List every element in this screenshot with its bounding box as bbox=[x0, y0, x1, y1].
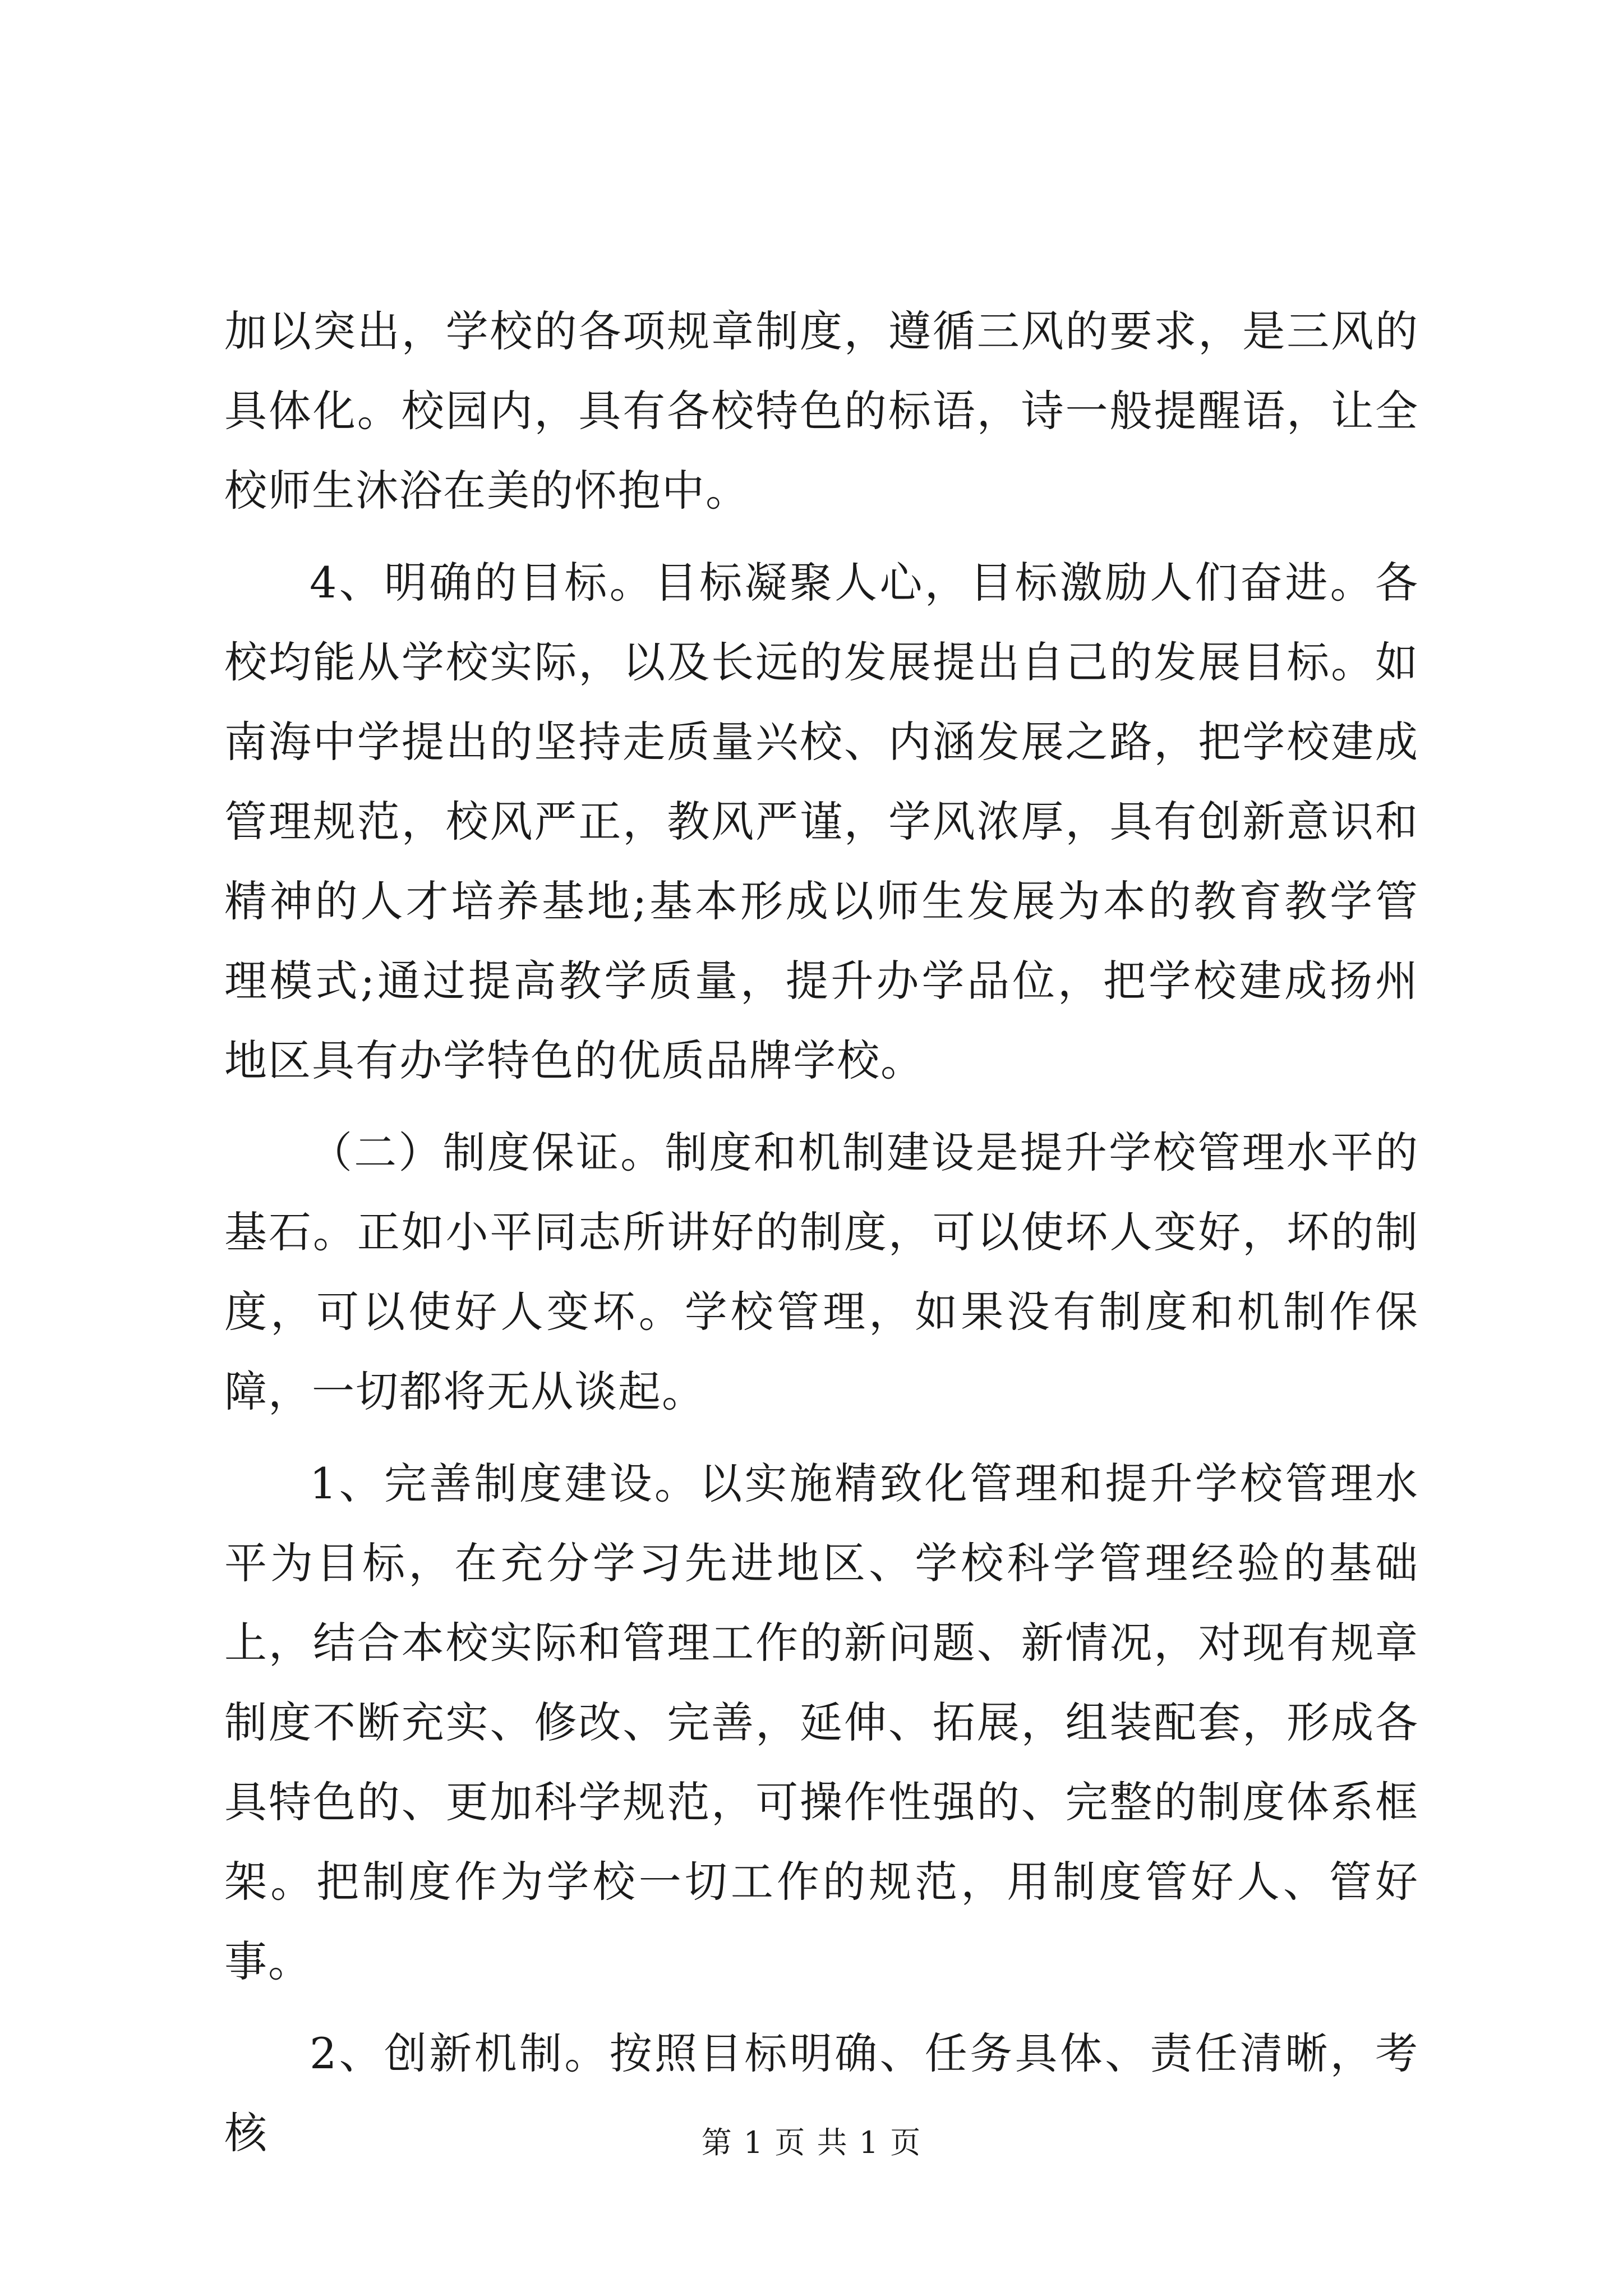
paragraph-innovate-mechanism: 2、创新机制。按照目标明确、任务具体、责任清晰，考核 bbox=[224, 2028, 1419, 2158]
document-body bbox=[224, 292, 1419, 2173]
paragraph-continuation: 加以突出，学校的各项规章制度，遵循三风的要求，是三风的具体化。校园内，具有各校特色的标语，诗一般提醒语，让全校师生沐浴在美的怀抱中。 bbox=[224, 306, 1419, 516]
paragraph-clear-goals: 4、明确的目标。目标凝聚人心，目标激励人们奋进。各校均能从学校实际，以及长远的发展提出自己的发展目标。如南海中学提出的坚持走质量兴校、内涵发展之路，把学校建成管理规范，校风严正，教风严谨，学风浓厚，具有创新意识和精神的人才培养基地;基本形成以师生发展为本的教育教学管理模式;通过提高教学质量，提升办学品位，把学校建成扬州地区具有办学特色的优质品牌学校。 bbox=[224, 558, 1419, 1085]
page-footer: 第 1 页 共 1 页 bbox=[701, 2125, 922, 2160]
paragraph-system-guarantee: （二）制度保证。制度和机制建设是提升学校管理水平的基石。正如小平同志所讲好的制度，可以使坏人变好，坏的制度，可以使好人变坏。学校管理，如果没有制度和机制作保障，一切都将无从谈起。 bbox=[224, 1128, 1419, 1416]
paragraph-improve-system: 1、完善制度建设。以实施精致化管理和提升学校管理水平为目标，在充分学习先进地区、学校科学管理经验的基础上，结合本校实际和管理工作的新问题、新情况，对现有规章制度不断充实、修改、完善，延伸、拓展，组装配套，形成各具特色的、更加科学规范，可操作性强的、完整的制度体系框架。把制度作为学校一切工作的规范，用制度管好人、管好事。 bbox=[224, 1458, 1419, 1986]
